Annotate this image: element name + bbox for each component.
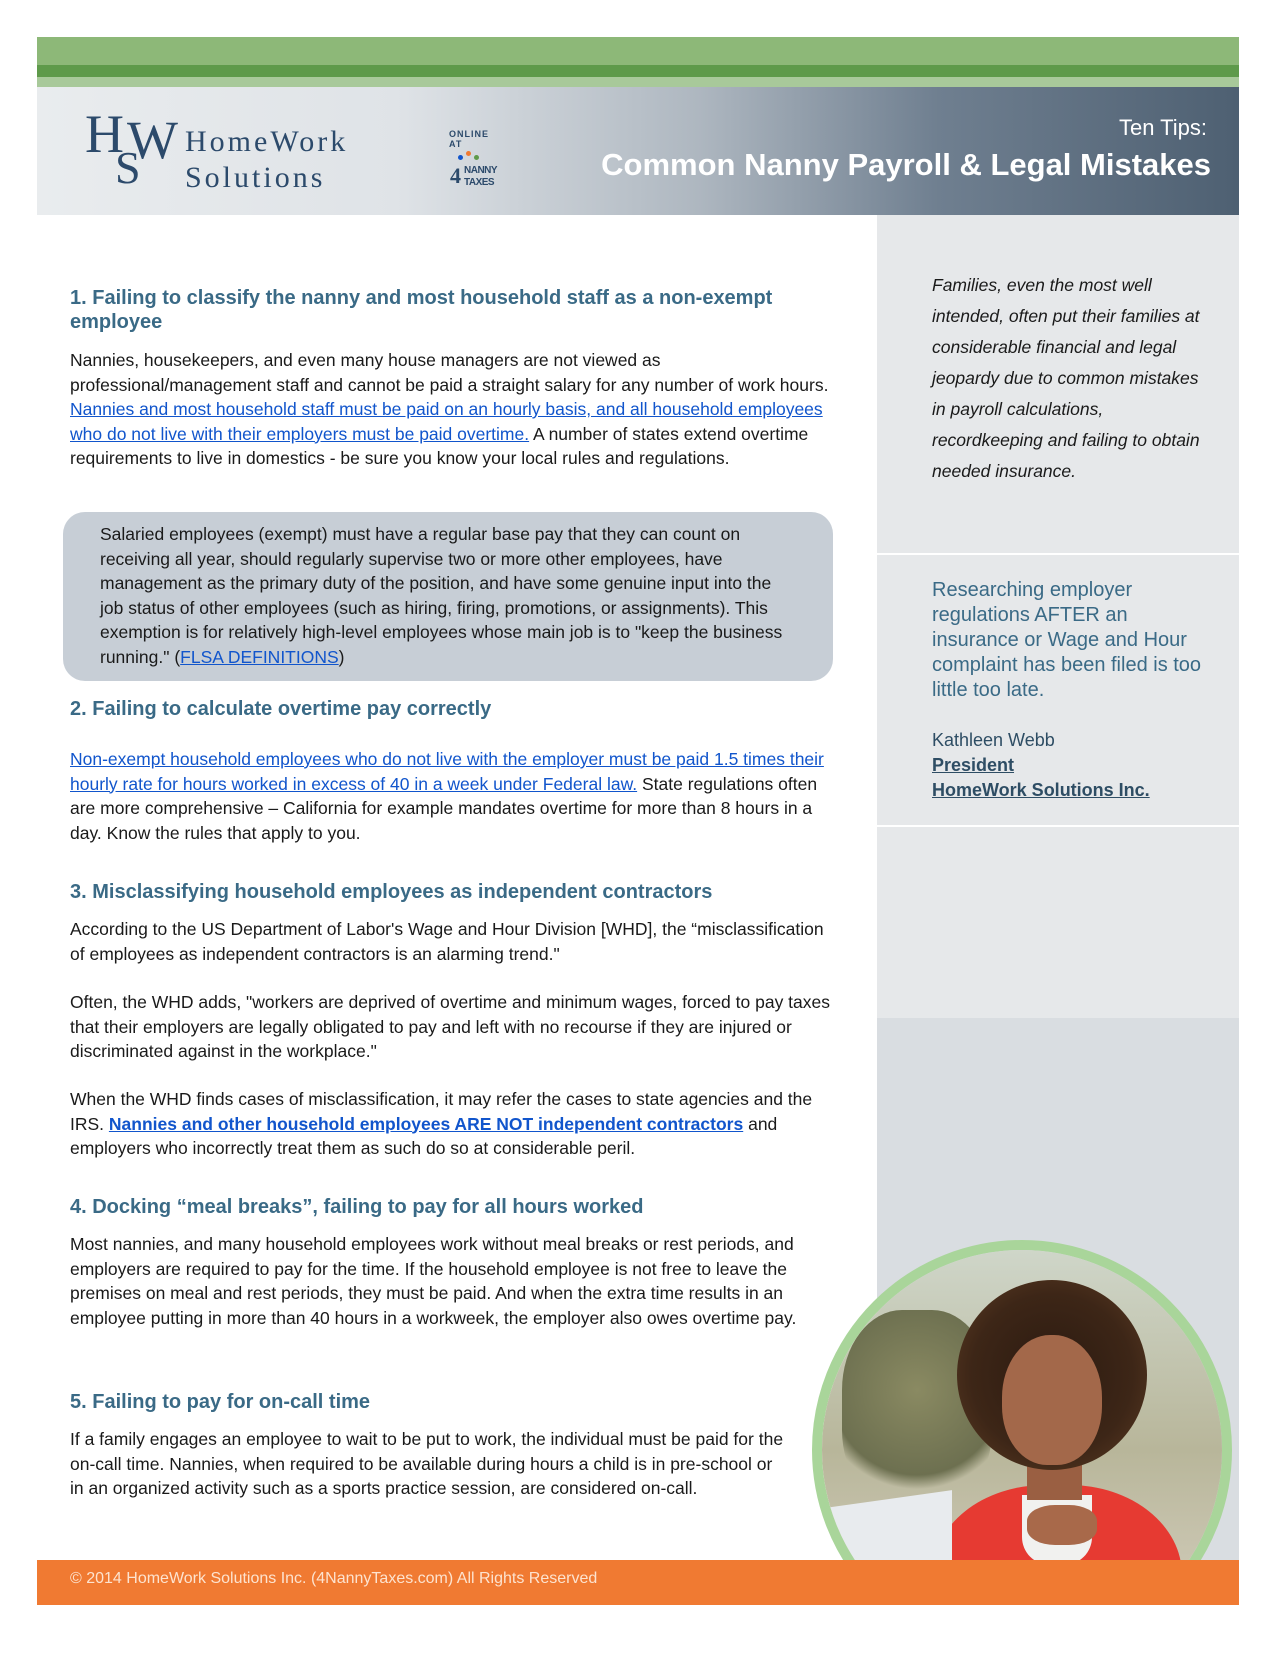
flsa-definitions-link[interactable]: FLSA DEFINITIONS — [180, 646, 339, 667]
section-3-paragraph-3: When the WHD finds cases of misclassification, it may refer the cases to state agencies and the IRS. Nannies and other household employees ARE NOT independent contractors and employers who incorrectly treat them as such do so at considerable peril. — [70, 1089, 813, 1158]
section-2-heading: 2. Failing to calculate overtime pay correctly — [70, 698, 492, 720]
hourly-overtime-link[interactable]: Nannies and most household staff must be paid on an hourly basis, and all household employees who do not live with their employers must be paid overtime. — [70, 399, 823, 444]
section-4-paragraph: Most nannies, and many household employees work without meal breaks or rest periods, and employers are required to pay for the time. If the household employee is not free to leave the premises on meal and rest periods, they must be paid. And when the extra time results in an employee putting in more than 40 hours in a workweek, the employer also owes overtime pay. — [70, 1234, 797, 1328]
top-light-green-band — [37, 77, 1239, 87]
footer-copyright: © 2014 HomeWork Solutions Inc. (4NannyTaxes.com) All Rights Reserved — [70, 1570, 598, 1587]
signature-name: Kathleen Webb — [932, 730, 1055, 750]
signature-company-link[interactable]: HomeWork Solutions Inc. — [932, 780, 1150, 800]
section-4-heading: 4. Docking “meal breaks”, failing to pay for all hours worked — [70, 1196, 644, 1218]
not-independent-contractors-link[interactable]: Nannies and other household employees ARE NOT independent contractors — [108, 1113, 744, 1134]
logo-online-at: ONLINE AT — [449, 129, 490, 149]
section-5-paragraph: If a family engages an employee to wait to be put to work, the individual must be paid for the on-call time. Nannies, when required to be available during hours a child is in pre-school or in an organized activity such as a sports practice session, are considered on-call. — [70, 1429, 784, 1498]
exempt-definition-callout — [63, 512, 833, 681]
4nannytaxes-logo: 4 NANNY TAXES — [450, 151, 504, 191]
section-3-paragraph-2: Often, the WHD adds, "workers are deprived of overtime and minimum wages, forced to pay taxes that their employers are legally obligated to pay and left with no recourse if they are injured or discriminated against in the workplace." — [70, 992, 831, 1061]
sidebar-divider — [877, 825, 1239, 827]
callout-text: Salaried employees (exempt) must have a regular base pay that they can count on receiving all year, should regularly supervise two or more other employees, have management as the primary duty of the position, and have some genuine input into the job status of other employees (such as hiring, firing, promotions, or assignments). This exemption is for relatively high-level employees whose main job is to "keep the business running." (FLSA DEFINITIONS) — [100, 524, 783, 667]
signature — [932, 728, 1202, 803]
overtime-federal-law-link[interactable]: Non-exempt household employees who do not live with the employer must be paid 1.5 times their hourly rate for hours worked in excess of 40 in a week under Federal law. — [70, 749, 824, 794]
page-header — [37, 87, 1239, 215]
logo-name-line1: HomeWork — [185, 125, 349, 158]
sidebar-pull-quote: Researching employer regulations AFTER an insurance or Wage and Hour complaint has been filed is too little too late. — [932, 579, 1202, 701]
page-title: Common Nanny Payroll & Legal Mistakes — [601, 147, 1211, 182]
section-5-heading: 5. Failing to pay for on-call time — [70, 1391, 371, 1413]
top-dark-green-band — [37, 65, 1239, 77]
signature-role-link[interactable]: President — [932, 755, 1015, 775]
top-green-band — [37, 37, 1239, 65]
section-3-heading: 3. Misclassifying household employees as independent contractors — [70, 881, 713, 903]
header-subtitle: Ten Tips: — [1118, 115, 1207, 140]
logo-name-line2: Solutions — [185, 161, 326, 194]
section-2-paragraph: Non-exempt household employees who do not live with the employer must be paid 1.5 times their hourly rate for hours worked in excess of 40 in a week under Federal law. State regulations often are more comprehensive – California for example mandates overtime for more than 8 hours in a day. Know the rules that apply to you. — [70, 749, 824, 843]
sidebar-quote: Families, even the most well intended, often put their families at considerable financial and legal jeopardy due to common mistakes in payroll calculations, recordkeeping and failing to obtain needed insurance. — [932, 275, 1200, 481]
hsw-monogram: H W S — [85, 104, 172, 193]
section-3-paragraph-1: According to the US Department of Labor's Wage and Hour Division [WHD], the “misclassification of employees as independent contractors is an alarming trend." — [70, 919, 824, 964]
section-1-heading: 1. Failing to classify the nanny and most household staff as a non-exempt employee — [70, 287, 773, 333]
homework-solutions-logo — [85, 104, 498, 197]
sidebar-divider — [877, 553, 1239, 555]
section-1-paragraph: Nannies, housekeepers, and even many house managers are not viewed as professional/management staff and cannot be paid a straight salary for any number of work hours. Nannies and most household staff must be paid on an hourly basis, and all household employees who do not live with their employers must be paid overtime. A number of states extend overtime requirements to live in domestics - be sure you know your local rules and regulations. — [70, 350, 829, 468]
